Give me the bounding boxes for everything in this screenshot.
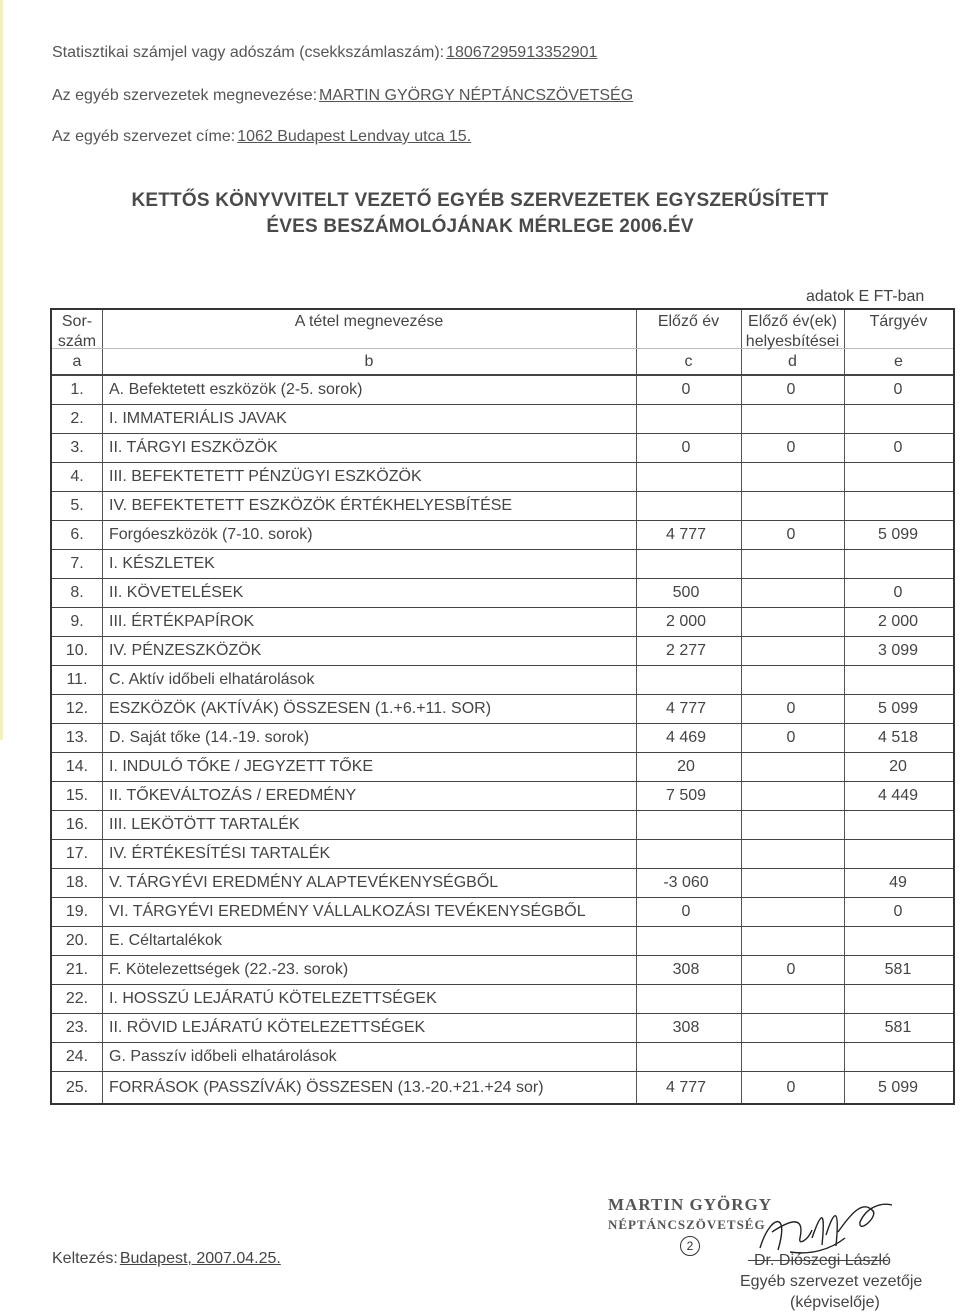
- row-number: 17.: [65, 845, 89, 862]
- adjustment-value: 0: [786, 729, 796, 746]
- column-letter-c: c: [684, 353, 693, 370]
- previous-year-value: 500: [672, 584, 700, 601]
- row-label: I. KÉSZLETEK: [109, 555, 215, 572]
- previous-year-value: 4 469: [665, 729, 707, 746]
- document-title-line2: ÉVES BESZÁMOLÓJÁNAK MÉRLEGE 2006.ÉV: [266, 216, 694, 237]
- column-letter-b: b: [364, 353, 374, 370]
- row-number: 5.: [70, 497, 84, 514]
- header-adjustments-1: Előző év(ek): [748, 313, 837, 330]
- row-number: 1.: [70, 381, 84, 398]
- previous-year-value: 308: [672, 961, 700, 978]
- row-label: II. KÖVETELÉSEK: [109, 584, 244, 601]
- previous-year-value: 7 509: [665, 787, 707, 804]
- previous-year-value: 20: [677, 758, 695, 775]
- adjustment-value: 0: [786, 700, 796, 717]
- row-label: ESZKÖZÖK (AKTÍVÁK) ÖSSZESEN (1.+6.+11. SOR): [109, 700, 492, 717]
- row-label: II. TŐKEVÁLTOZÁS / EREDMÉNY: [109, 787, 357, 804]
- current-year-value: 0: [893, 439, 903, 456]
- row-number: 6.: [70, 526, 84, 543]
- adjustment-value: 0: [786, 961, 796, 978]
- current-year-value: 0: [893, 381, 903, 398]
- header-adjustments-2: helyesbítései: [745, 333, 840, 350]
- row-label: II. TÁRGYI ESZKÖZÖK: [109, 439, 278, 456]
- row-label: A. Befektetett eszközök (2-5. sorok): [109, 381, 363, 398]
- row-label: I. HOSSZÚ LEJÁRATÚ KÖTELEZETTSÉGEK: [109, 990, 437, 1007]
- row-number: 8.: [70, 584, 84, 601]
- row-number: 15.: [65, 787, 89, 804]
- date-label: Keltezés:: [52, 1250, 118, 1267]
- current-year-value: 4 518: [877, 729, 919, 746]
- header-row-number-2: szám: [57, 333, 97, 350]
- row-label: G. Passzív időbeli elhatárolások: [109, 1048, 337, 1065]
- row-number: 21.: [65, 961, 89, 978]
- current-year-value: 581: [884, 961, 912, 978]
- adjustment-value: 0: [786, 526, 796, 543]
- row-label: E. Céltartalékok: [109, 932, 222, 949]
- row-label: F. Kötelezettségek (22.-23. sorok): [109, 961, 349, 978]
- org-address-label: Az egyéb szervezet címe:: [52, 128, 236, 145]
- current-year-value: 5 099: [877, 526, 919, 543]
- previous-year-value: -3 060: [663, 874, 709, 891]
- org-name-label: Az egyéb szervezetek megnevezése:: [52, 87, 318, 104]
- row-label: Forgóeszközök (7-10. sorok): [109, 526, 313, 543]
- current-year-value: 581: [884, 1019, 912, 1036]
- previous-year-value: 2 277: [665, 642, 707, 659]
- current-year-value: 0: [893, 903, 903, 920]
- current-year-value: 5 099: [877, 700, 919, 717]
- date-value: Budapest, 2007.04.25.: [119, 1250, 281, 1267]
- row-label: IV. ÉRTÉKESÍTÉSI TARTALÉK: [109, 845, 331, 862]
- row-number: 16.: [65, 816, 89, 833]
- adjustment-value: 0: [786, 1079, 796, 1096]
- row-number: 13.: [65, 729, 89, 746]
- previous-year-value: 4 777: [665, 700, 707, 717]
- previous-year-value: 0: [681, 381, 691, 398]
- row-label: I. IMMATERIÁLIS JAVAK: [109, 410, 287, 427]
- column-letter-d: d: [788, 353, 797, 370]
- row-label: D. Saját tőke (14.-19. sorok): [109, 729, 310, 746]
- column-letter-e: e: [894, 353, 903, 370]
- row-label: IV. PÉNZESZKÖZÖK: [109, 642, 262, 659]
- header-row-number-1: Sor-: [61, 313, 93, 330]
- row-number: 4.: [70, 468, 84, 485]
- column-letter-a: a: [72, 353, 82, 370]
- row-number: 22.: [65, 990, 89, 1007]
- unit-note: adatok E FT-ban: [806, 288, 925, 305]
- header-item-name: A tétel megnevezése: [294, 313, 444, 330]
- row-label: II. RÖVID LEJÁRATÚ KÖTELEZETTSÉGEK: [109, 1019, 426, 1036]
- current-year-value: 0: [893, 584, 903, 601]
- row-label: III. LEKÖTÖTT TARTALÉK: [109, 816, 300, 833]
- row-number: 12.: [65, 700, 89, 717]
- row-number: 25.: [65, 1079, 89, 1096]
- stamp-line-1: MARTIN GYÖRGY: [608, 1195, 772, 1214]
- document-title-line1: KETTŐS KÖNYVVITELT VEZETŐ EGYÉB SZERVEZETEK EGYSZERŰSÍTETT: [131, 190, 829, 211]
- row-number: 3.: [70, 439, 84, 456]
- row-label: I. INDULÓ TŐKE / JEGYZETT TŐKE: [109, 758, 374, 775]
- previous-year-value: 4 777: [665, 1079, 707, 1096]
- row-number: 7.: [70, 555, 84, 572]
- stamp-line-2: NÉPTÁNCSZÖVETSÉG: [608, 1217, 766, 1232]
- current-year-value: 2 000: [877, 613, 919, 630]
- adjustment-value: 0: [786, 439, 796, 456]
- adjustment-value: 0: [786, 381, 796, 398]
- org-address-value: 1062 Budapest Lendvay utca 15.: [237, 128, 472, 145]
- current-year-value: 49: [889, 874, 907, 891]
- previous-year-value: 4 777: [665, 526, 707, 543]
- row-number: 23.: [65, 1019, 89, 1036]
- tax-number-label: Statisztikai számjel vagy adószám (csekkszámlaszám):: [52, 44, 445, 61]
- row-number: 24.: [65, 1048, 89, 1065]
- org-name-value: MARTIN GYÖRGY NÉPTÁNCSZÖVETSÉG: [319, 87, 634, 104]
- row-label: C. Aktív időbeli elhatárolások: [109, 671, 315, 688]
- stamp-number-mark: 2: [680, 1236, 700, 1256]
- previous-year-value: 0: [681, 903, 691, 920]
- row-number: 18.: [65, 874, 89, 891]
- previous-year-value: 2 000: [665, 613, 707, 630]
- header-current-year: Tárgyév: [869, 313, 928, 330]
- row-label: VI. TÁRGYÉVI EREDMÉNY VÁLLALKOZÁSI TEVÉKENYSÉGBŐL: [109, 903, 586, 920]
- signer-role: Egyéb szervezet vezetője: [740, 1273, 923, 1290]
- row-label: IV. BEFEKTETETT ESZKÖZÖK ÉRTÉKHELYESBÍTÉSE: [109, 497, 513, 514]
- row-number: 2.: [70, 410, 84, 427]
- row-number: 14.: [65, 758, 89, 775]
- signer-name: Dr. Diószegi László: [754, 1252, 891, 1269]
- current-year-value: 3 099: [877, 642, 919, 659]
- current-year-value: 5 099: [877, 1079, 919, 1096]
- row-number: 10.: [65, 642, 89, 659]
- row-label: III. BEFEKTETETT PÉNZÜGYI ESZKÖZÖK: [109, 468, 422, 485]
- row-label: V. TÁRGYÉVI EREDMÉNY ALAPTEVÉKENYSÉGBŐL: [109, 874, 499, 891]
- row-label: III. ÉRTÉKPAPÍROK: [109, 613, 255, 630]
- current-year-value: 20: [889, 758, 907, 775]
- row-label: FORRÁSOK (PASSZÍVÁK) ÖSSZESEN (13.-20.+21.+24 sor): [109, 1079, 544, 1096]
- previous-year-value: 308: [672, 1019, 700, 1036]
- current-year-value: 4 449: [877, 787, 919, 804]
- tax-number-value: 18067295913352901: [446, 44, 598, 61]
- row-number: 9.: [70, 613, 84, 630]
- row-number: 11.: [66, 671, 88, 688]
- header-previous-year: Előző év: [657, 313, 720, 330]
- signer-role-note: (képviselője): [790, 1294, 880, 1311]
- row-number: 20.: [65, 932, 89, 949]
- previous-year-value: 0: [681, 439, 691, 456]
- row-number: 19.: [65, 903, 89, 920]
